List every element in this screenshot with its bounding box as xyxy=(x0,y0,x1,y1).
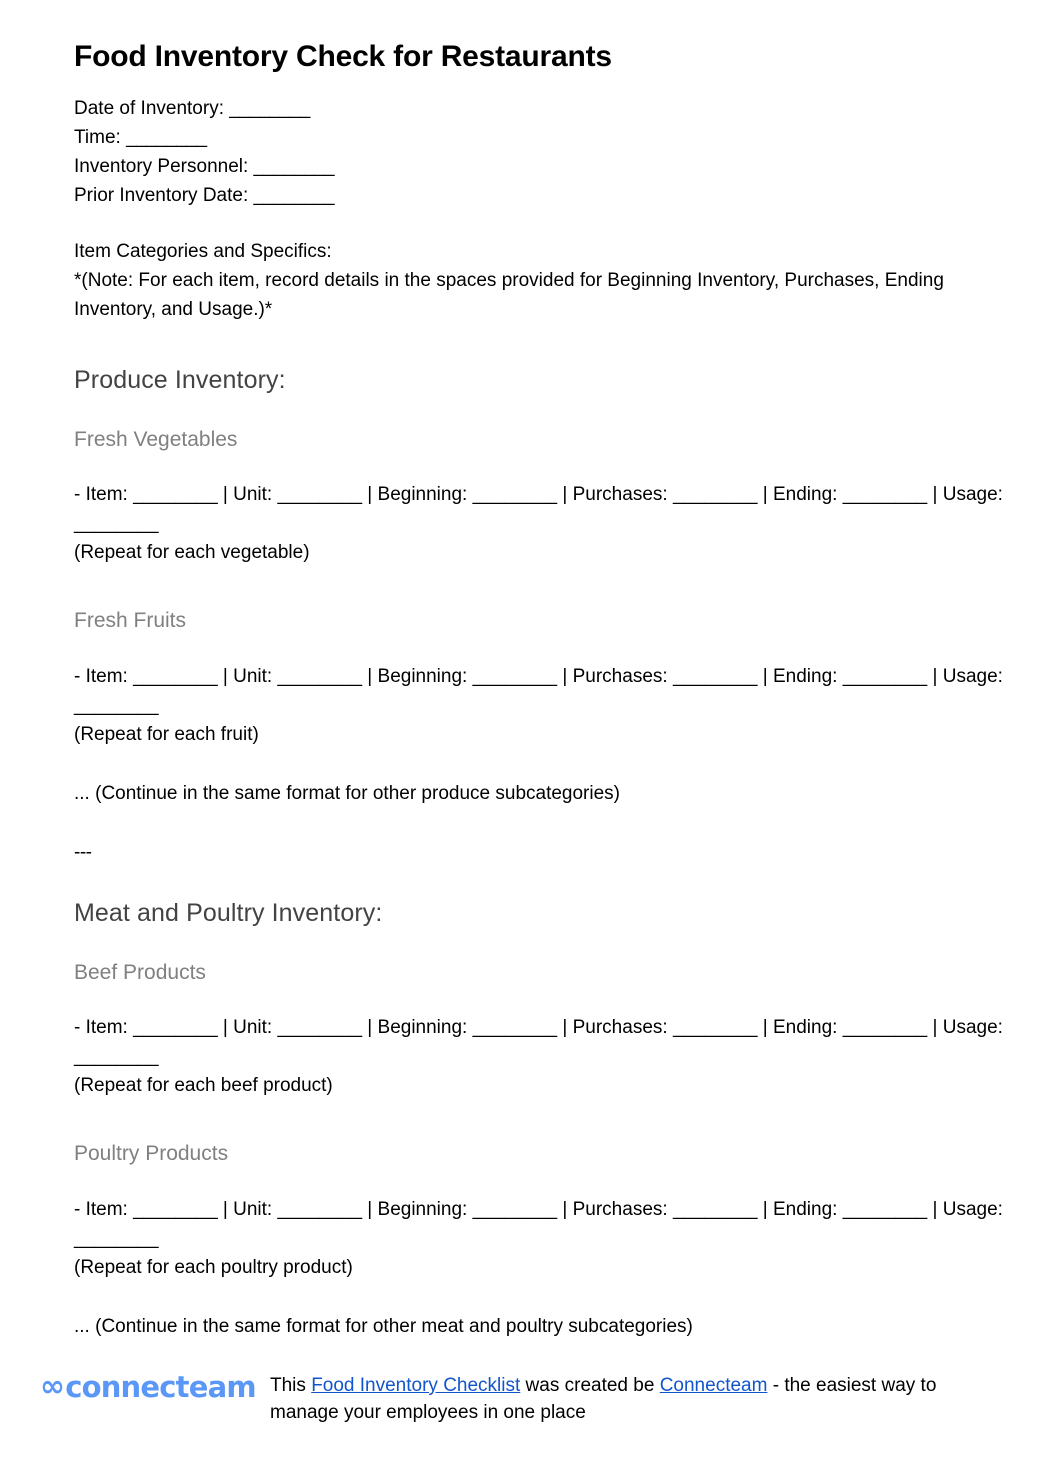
header-fields-block xyxy=(74,94,1008,210)
spacer xyxy=(74,396,1008,426)
spacer xyxy=(74,986,1008,1013)
page-footer xyxy=(0,1358,1038,1426)
section-heading-produce-inventory: Produce Inventory: xyxy=(74,365,286,394)
spacer xyxy=(74,210,1008,237)
spacer xyxy=(74,749,1008,779)
field-label-inventory-personnel: Inventory Personnel: xyxy=(74,155,249,177)
field-row-inventory-personnel xyxy=(74,152,1008,181)
footer-text-before: This xyxy=(270,1375,312,1396)
continue-note-produce: ... (Continue in the same format for other produce subcategories) xyxy=(74,782,620,804)
connecteam-logo-text: connecteam xyxy=(65,1370,256,1404)
sub-heading-fresh-fruits: Fresh Fruits xyxy=(74,609,187,633)
field-label-time: Time: xyxy=(74,126,121,148)
spacer xyxy=(74,567,1008,607)
field-row-time xyxy=(74,123,1008,152)
footer-link-connecteam[interactable]: Connecteam xyxy=(659,1375,768,1396)
continue-note-meat-and-poultry: ... (Continue in the same format for other meat and poultry subcategories) xyxy=(74,1315,693,1337)
spacer xyxy=(74,1168,1008,1195)
spacer xyxy=(74,635,1008,662)
item-line-poultry-products[interactable]: - Item: ________ | Unit: ________ | Beginning: ________ | Purchases: ________ | Ending: ________ | Usage: ________ xyxy=(74,1198,1003,1249)
footer-link-food-inventory-checklist[interactable]: Food Inventory Checklist xyxy=(311,1375,521,1396)
field-blank-inventory-personnel[interactable]: ________ xyxy=(253,155,335,177)
sub-heading-beef-products: Beef Products xyxy=(74,961,206,985)
section-heading-meat-and-poultry-inventory: Meat and Poultry Inventory: xyxy=(74,898,383,927)
field-label-date-of-inventory: Date of Inventory: xyxy=(74,97,224,119)
item-categories-label: Item Categories and Specifics: xyxy=(74,240,332,262)
item-line-fresh-fruits[interactable]: - Item: ________ | Unit: ________ | Beginning: ________ | Purchases: ________ | Ending: ________ | Usage: ________ xyxy=(74,665,1003,716)
connecteam-logo[interactable] xyxy=(40,1358,270,1404)
spacer xyxy=(74,808,1008,838)
field-blank-date-of-inventory[interactable]: ________ xyxy=(229,97,310,119)
field-blank-time[interactable]: ________ xyxy=(126,126,207,148)
infinity-icon: ∞ xyxy=(40,1369,65,1404)
document-content xyxy=(74,38,1008,1341)
spacer xyxy=(74,867,1008,897)
connecteam-logo-wordmark xyxy=(40,1370,256,1404)
footer-attribution-text xyxy=(270,1358,990,1426)
spacer xyxy=(74,324,1008,364)
section-divider: --- xyxy=(74,841,92,863)
field-row-date-of-inventory xyxy=(74,94,1008,123)
repeat-note-fresh-vegetables: (Repeat for each vegetable) xyxy=(74,542,310,564)
spacer xyxy=(74,929,1008,959)
sub-heading-fresh-vegetables: Fresh Vegetables xyxy=(74,428,238,451)
repeat-note-poultry-products: (Repeat for each poultry product) xyxy=(74,1256,353,1278)
field-label-prior-inventory-date: Prior Inventory Date: xyxy=(74,184,249,206)
footer-text-between: was created be xyxy=(520,1375,660,1396)
intro-note: *(Note: For each item, record details in the spaces provided for Beginning Inventory, Purchases, Ending Inventory, and Usage.)* xyxy=(74,269,944,320)
repeat-note-beef-products: (Repeat for each beef product) xyxy=(74,1075,333,1097)
item-line-fresh-vegetables[interactable]: - Item: ________ | Unit: ________ | Beginning: ________ | Purchases: ________ | Ending: ________ | Usage: ________ xyxy=(74,484,1003,535)
field-row-prior-inventory-date xyxy=(74,181,1008,210)
page-title: Food Inventory Check for Restaurants xyxy=(74,40,612,73)
intro-block xyxy=(74,237,1008,324)
footer-text-after: - the easiest way to manage your employees in one place xyxy=(270,1375,937,1423)
sub-heading-poultry-products: Poultry Products xyxy=(74,1142,229,1166)
spacer xyxy=(74,1100,1008,1140)
spacer xyxy=(74,453,1008,480)
item-line-beef-products[interactable]: - Item: ________ | Unit: ________ | Beginning: ________ | Purchases: ________ | Ending: ________ | Usage: ________ xyxy=(74,1017,1003,1068)
spacer xyxy=(74,1282,1008,1312)
repeat-note-fresh-fruits: (Repeat for each fruit) xyxy=(74,723,259,745)
field-blank-prior-inventory-date[interactable]: ________ xyxy=(253,184,335,206)
